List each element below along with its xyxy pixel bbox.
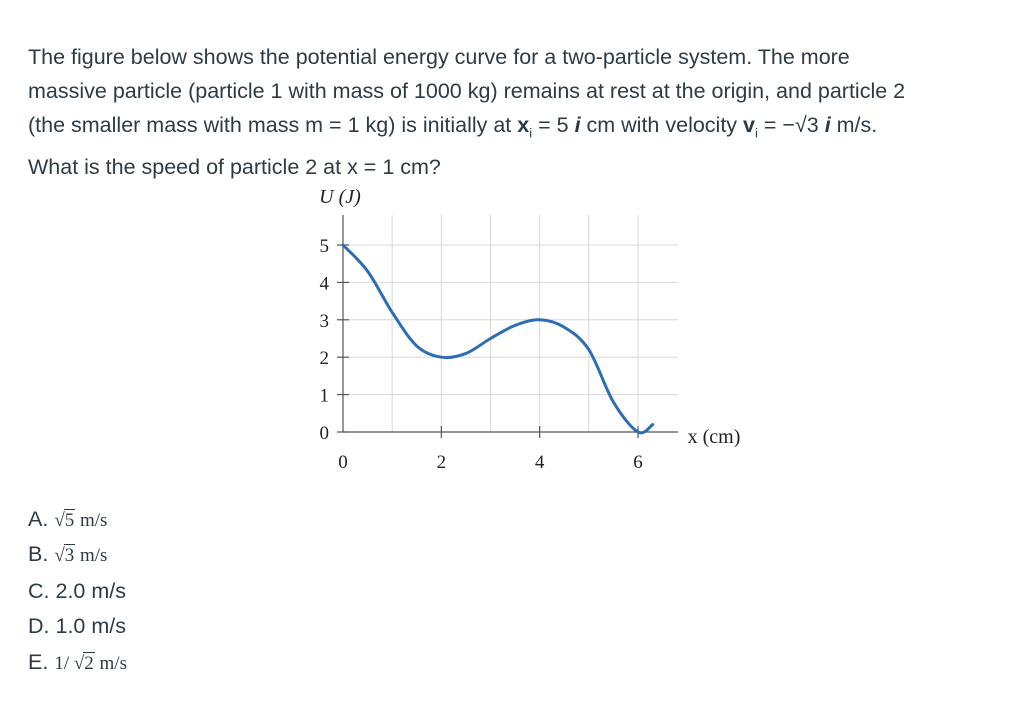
x-tick-label: 4 <box>534 452 545 473</box>
y-tick-label: 2 <box>319 348 329 370</box>
chart-curve <box>343 245 653 433</box>
x-tick-label: 6 <box>633 452 643 473</box>
x-axis-label: x (cm) <box>687 426 741 448</box>
choice-d[interactable]: D. 1.0 m/s <box>28 614 126 638</box>
potential-energy-curve <box>343 245 653 433</box>
question-line-3: (the smaller mass with mass m = 1 kg) is initially at $x_i = 5$ i cm with velocity $v_i = -√3$ i m/s. <box>28 113 878 141</box>
y-tick-label: 0 <box>319 423 329 444</box>
y-tick-label: 5 <box>319 236 329 257</box>
choice-b[interactable]: B. √3 m/s <box>28 542 108 566</box>
question-line-1: The figure below shows the potential energy curve for a two-particle system. The more <box>28 45 850 69</box>
choice-a[interactable]: A. √5 m/s <box>28 507 108 531</box>
choice-c[interactable]: C. 2.0 m/s <box>28 579 126 603</box>
chart-axes <box>343 215 678 432</box>
question-line-2: massive particle (particle 1 with mass of 1000 kg) remains at rest at the origin, and particle 2 <box>28 79 906 103</box>
x-tick-label: 2 <box>436 452 447 473</box>
question-line-4: What is the speed of particle 2 at x = 1 cm? <box>28 155 441 180</box>
x-tick-label: 0 <box>338 452 348 473</box>
y-axis-label: U (J) <box>319 186 361 208</box>
y-tick-label: 4 <box>319 273 329 295</box>
y-tick-label: 1 <box>319 385 329 407</box>
choice-e[interactable]: E. 1/ √2 m/s <box>28 650 127 674</box>
chart-grid <box>343 215 678 432</box>
y-tick-label: 3 <box>319 310 329 332</box>
